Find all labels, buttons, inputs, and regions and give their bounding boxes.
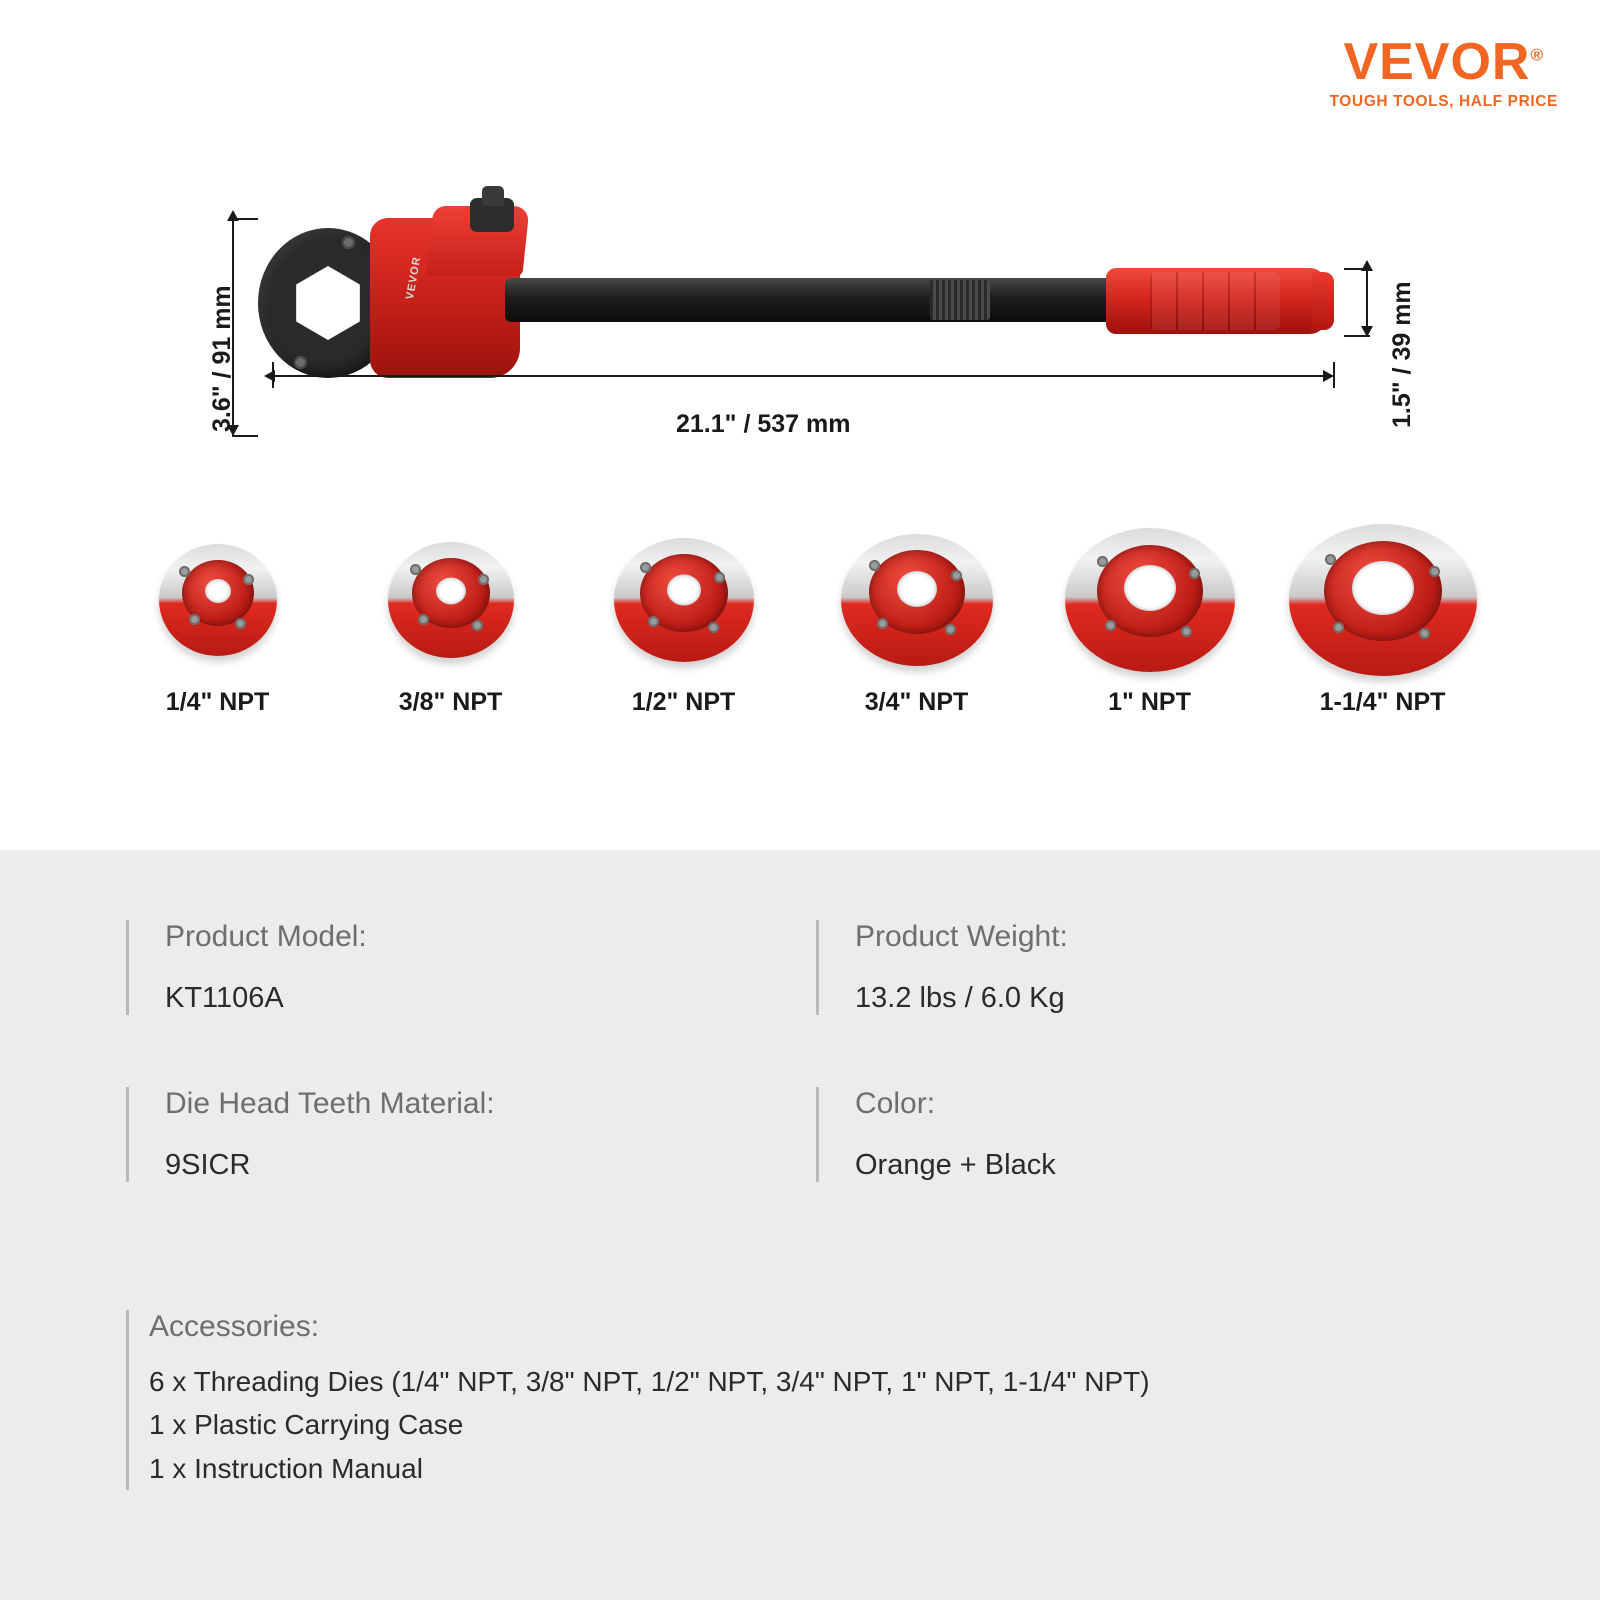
spec-label: Product Weight: bbox=[855, 920, 1068, 953]
tool-shaft bbox=[505, 278, 1115, 322]
brand-name bbox=[1343, 33, 1545, 91]
die-body bbox=[841, 534, 993, 666]
screw-icon bbox=[1105, 620, 1116, 631]
spec-label: Product Model: bbox=[165, 920, 367, 953]
tool-diagram bbox=[0, 180, 1600, 470]
die-item bbox=[1266, 520, 1499, 780]
handle-grip-texture bbox=[1150, 272, 1280, 330]
die-body bbox=[1065, 528, 1235, 672]
die-image bbox=[1033, 520, 1266, 680]
die-set-row bbox=[0, 520, 1600, 780]
die-item bbox=[1033, 520, 1266, 780]
die-label: 1/4" NPT bbox=[165, 688, 270, 716]
dimension-tick-icon bbox=[272, 362, 274, 388]
die-item bbox=[800, 520, 1033, 780]
screw-icon bbox=[869, 560, 880, 571]
screw-icon bbox=[648, 616, 659, 627]
spec-label: Color: bbox=[855, 1087, 936, 1120]
die-body bbox=[159, 544, 277, 656]
screw-icon bbox=[235, 618, 246, 629]
screw-icon bbox=[1097, 556, 1108, 567]
screw-icon bbox=[410, 564, 421, 575]
die-item bbox=[334, 520, 567, 780]
brand-logo bbox=[1329, 33, 1558, 111]
die-image bbox=[567, 520, 800, 680]
screw-icon bbox=[478, 574, 489, 585]
die-label: 1/2" NPT bbox=[631, 688, 736, 716]
screw-icon bbox=[1325, 554, 1336, 565]
dimension-handle-height-label: 1.5" / 39 mm bbox=[1388, 281, 1416, 428]
die-body bbox=[1289, 524, 1477, 676]
handle-end-cap bbox=[1312, 272, 1334, 330]
screw-icon bbox=[1333, 622, 1344, 633]
die-label: 3/4" NPT bbox=[864, 688, 969, 716]
spec-row bbox=[126, 1087, 1506, 1254]
spec-label: Die Head Teeth Material: bbox=[165, 1087, 495, 1120]
die-label: 1-1/4" NPT bbox=[1319, 688, 1446, 716]
accessory-item: 6 x Threading Dies (1/4" NPT, 3/8" NPT, 1/2" NPT, 3/4" NPT, 1" NPT, 1-1/4" NPT) bbox=[149, 1366, 1150, 1397]
die-hole bbox=[205, 579, 231, 603]
dimension-tick-icon bbox=[1344, 268, 1370, 270]
screw-icon bbox=[951, 570, 962, 581]
screw-icon bbox=[243, 574, 254, 585]
ratchet-selector-knob-top bbox=[482, 186, 504, 206]
dimension-tick-icon bbox=[1333, 362, 1335, 388]
screw-icon bbox=[640, 562, 651, 573]
dimension-line-length bbox=[272, 375, 1334, 377]
screw-icon bbox=[708, 622, 719, 633]
die-label: 1" NPT bbox=[1108, 688, 1191, 716]
spec-color bbox=[816, 1087, 1506, 1254]
accessory-item: 1 x Plastic Carrying Case bbox=[149, 1409, 464, 1441]
die-hole bbox=[1352, 561, 1414, 615]
spec-value: KT1106A bbox=[165, 982, 284, 1014]
die-hole bbox=[436, 577, 466, 604]
screw-icon bbox=[418, 614, 429, 625]
die-body bbox=[614, 538, 754, 662]
die-hole bbox=[1124, 565, 1176, 611]
die-label: 3/8" NPT bbox=[398, 688, 503, 716]
die-image bbox=[800, 520, 1033, 680]
die-image bbox=[334, 520, 567, 680]
spec-product-model bbox=[126, 920, 816, 1087]
screw-icon bbox=[189, 614, 200, 625]
screw-icon bbox=[1189, 568, 1200, 579]
die-item bbox=[567, 520, 800, 780]
specification-grid bbox=[126, 920, 1506, 1254]
screw-icon bbox=[1429, 566, 1440, 577]
shaft-knurl bbox=[930, 280, 990, 320]
dimension-tick-icon bbox=[232, 218, 258, 220]
specifications-section bbox=[0, 850, 1600, 1600]
ratchet-head-opening bbox=[291, 266, 365, 340]
die-body bbox=[388, 542, 514, 658]
screw-icon bbox=[714, 572, 725, 583]
screw-icon bbox=[945, 624, 956, 635]
screw-icon bbox=[1181, 626, 1192, 637]
die-image bbox=[101, 520, 334, 680]
head-engraving: VEVOR bbox=[404, 255, 424, 301]
screw-icon bbox=[342, 236, 355, 249]
registered-mark-icon: ® bbox=[1530, 45, 1545, 65]
die-image bbox=[1266, 520, 1499, 680]
accessories-title: Accessories: bbox=[149, 1310, 320, 1343]
die-hole bbox=[897, 571, 937, 607]
screw-icon bbox=[1419, 628, 1430, 639]
dimension-length-label: 21.1" / 537 mm bbox=[676, 410, 851, 438]
dimension-tick-icon bbox=[232, 435, 258, 437]
die-item bbox=[101, 520, 334, 780]
accessories-block bbox=[126, 1310, 1549, 1490]
accessory-item: 1 x Instruction Manual bbox=[149, 1452, 423, 1484]
spec-value: Orange + Black bbox=[855, 1149, 1056, 1181]
die-hole bbox=[667, 575, 701, 606]
spec-product-weight bbox=[816, 920, 1506, 1087]
screw-icon bbox=[294, 356, 307, 369]
dimension-height-label: 3.6" / 91 mm bbox=[208, 285, 236, 432]
spec-value: 13.2 lbs / 6.0 Kg bbox=[855, 982, 1065, 1014]
brand-name-text: VEVOR bbox=[1343, 33, 1531, 91]
spec-row bbox=[126, 920, 1506, 1087]
spec-value: 9SICR bbox=[165, 1149, 251, 1181]
screw-icon bbox=[179, 566, 190, 577]
dimension-tick-icon bbox=[1344, 335, 1370, 337]
brand-tagline: TOUGH TOOLS, HALF PRICE bbox=[1329, 93, 1558, 110]
spec-die-head-material bbox=[126, 1087, 816, 1254]
screw-icon bbox=[877, 618, 888, 629]
screw-icon bbox=[472, 620, 483, 631]
